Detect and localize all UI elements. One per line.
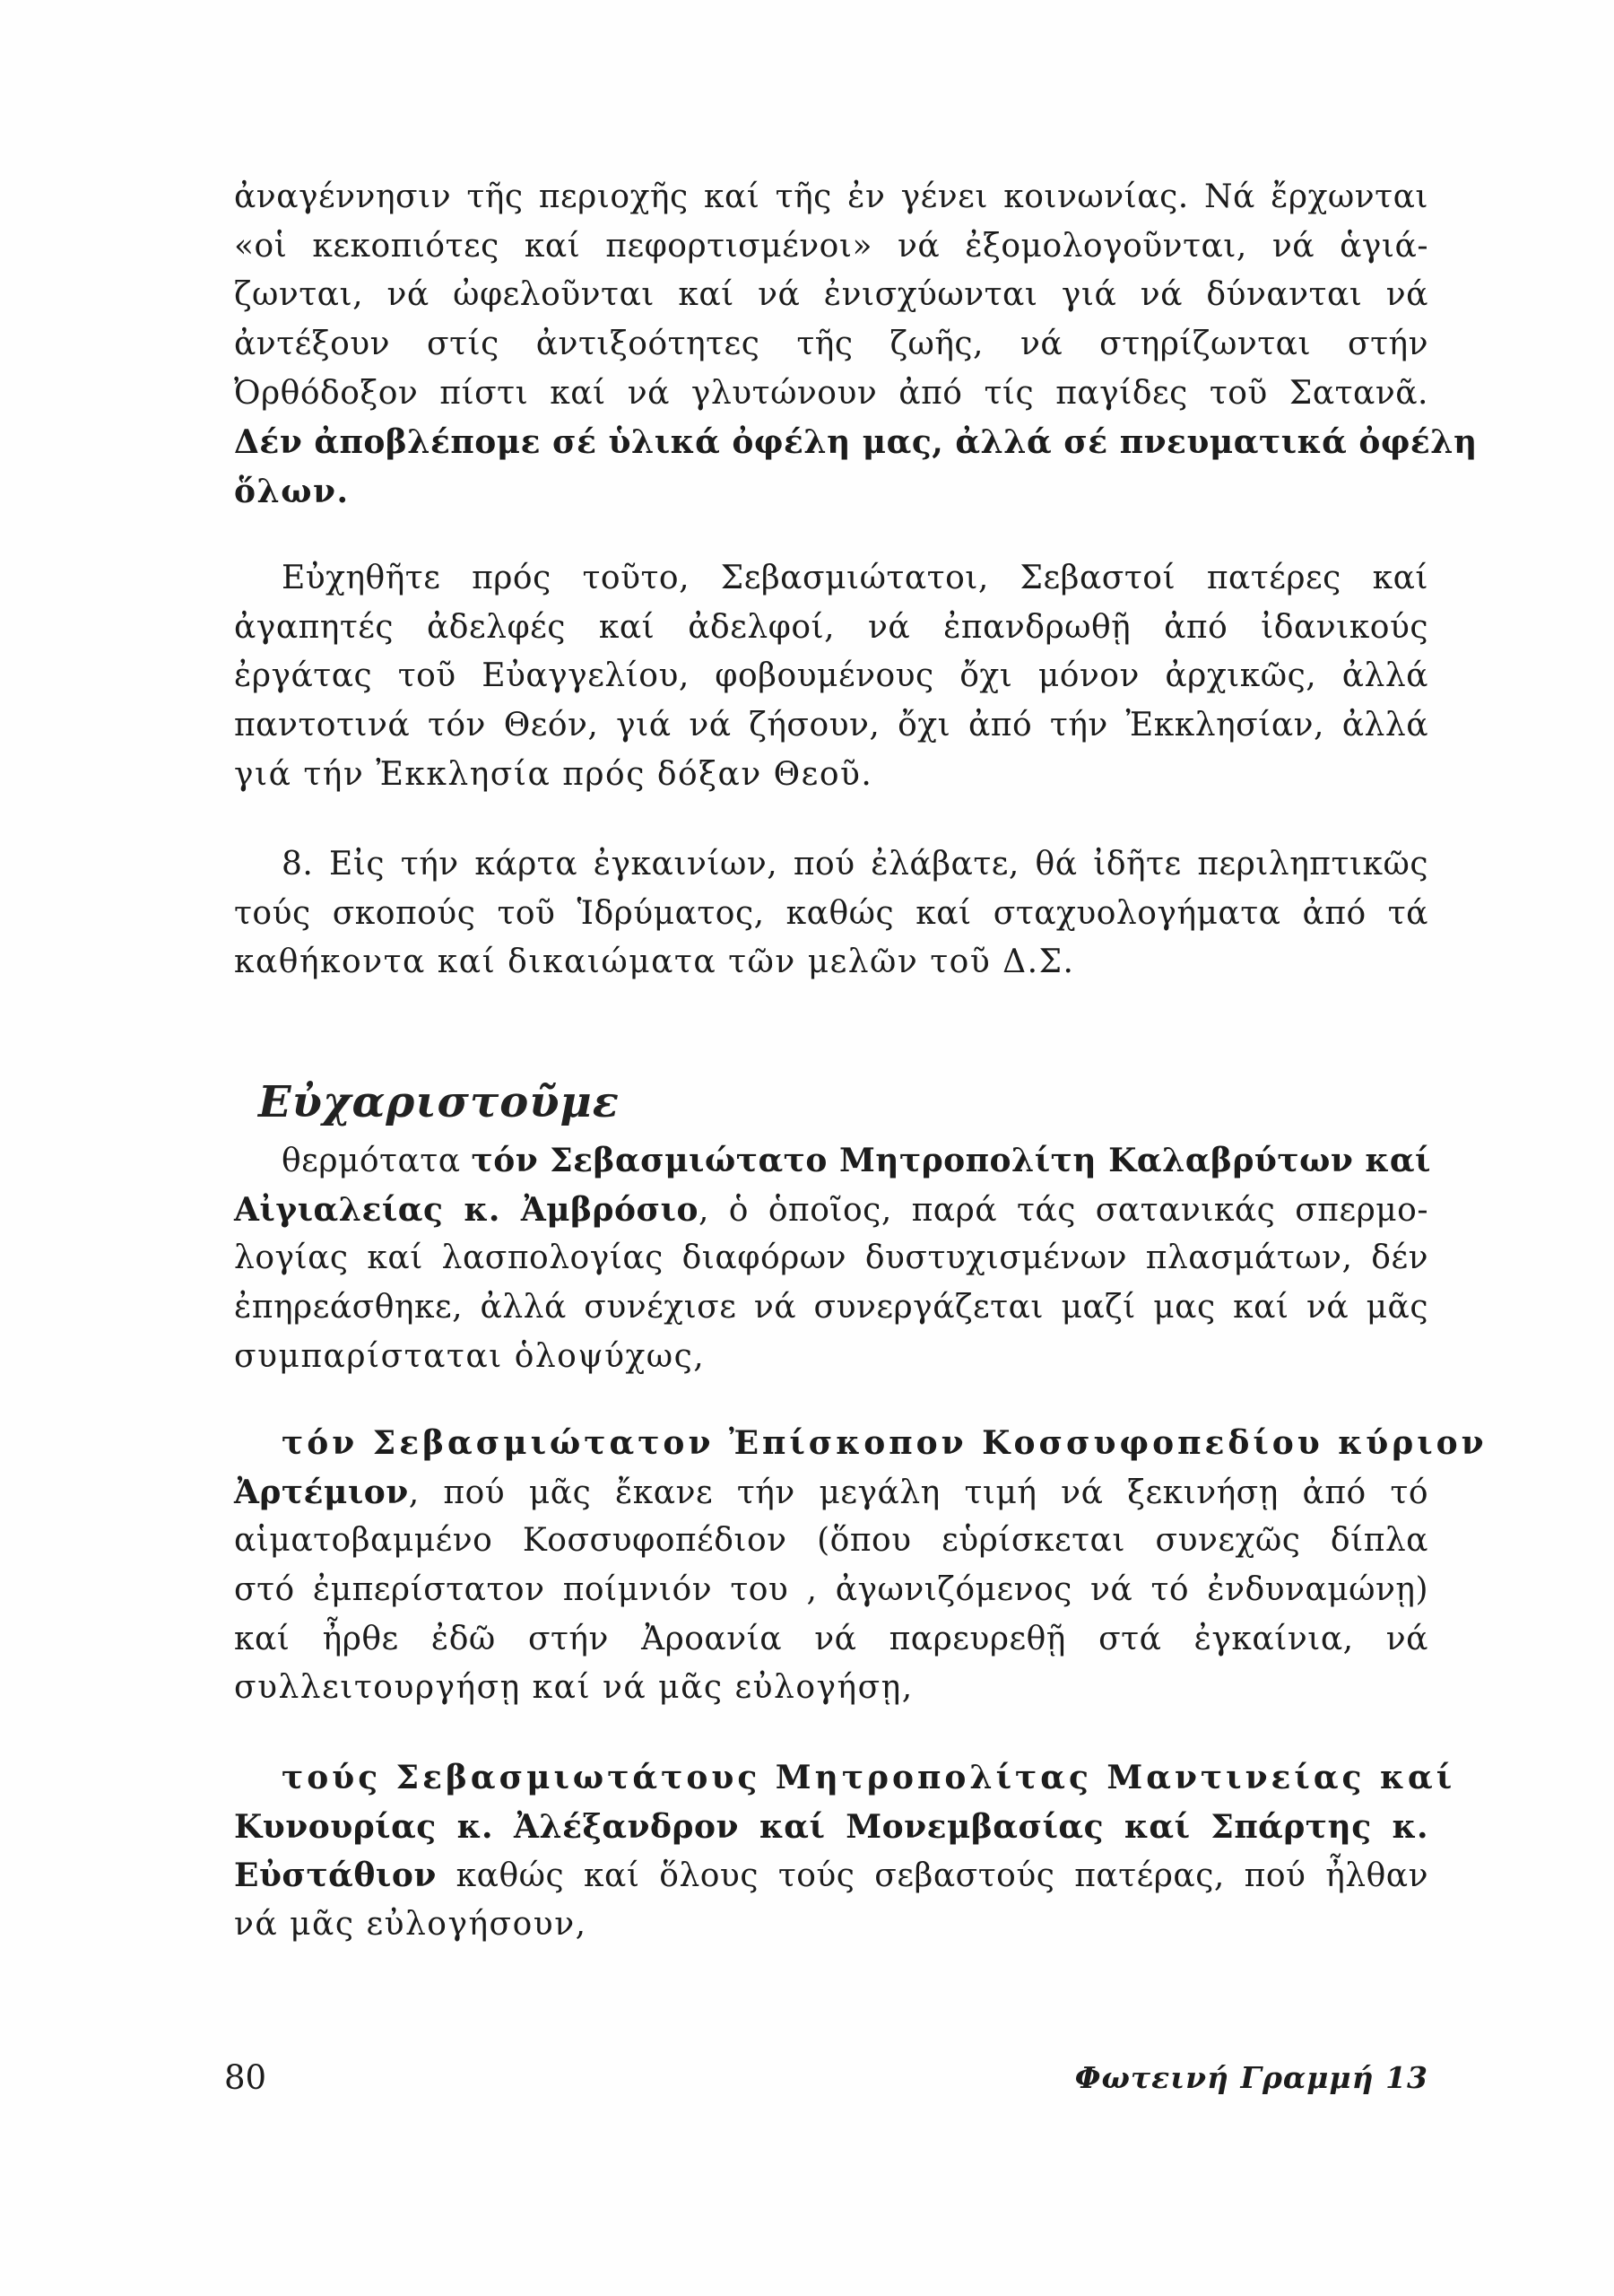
line-text: ἀγαπητές ἀδελφές καί ἀδελφοί, νά ἐπανδρωθῇ ἀπό ἰδανικούς bbox=[234, 608, 1428, 646]
bold-text: Δέν ἀποβλέπομε σέ ὑλικά ὀφέλη μας, ἀλλά σέ πνευματικά ὀφέλη bbox=[234, 423, 1478, 462]
line-text: γιά τήν Ἐκκλησία πρός δόξαν Θεοῦ. bbox=[234, 755, 873, 793]
paragraph-thanks-metropolitans bbox=[234, 1753, 1456, 1950]
text-line-bold bbox=[234, 1803, 1428, 1852]
bold-text: τούς Σεβασμιωτάτους Μητροπολίτας Μαντινείας καί bbox=[282, 1759, 1456, 1796]
text-line bbox=[234, 890, 1428, 939]
text-line bbox=[234, 1136, 1431, 1186]
paragraph-thanks-ambrosios bbox=[234, 1136, 1431, 1381]
publication-title: Φωτεινή Γραμμή 13 bbox=[1074, 2060, 1428, 2095]
text-line bbox=[234, 1333, 1428, 1382]
text-line bbox=[234, 1664, 1428, 1713]
paragraph-wishes bbox=[234, 554, 1428, 799]
text-line bbox=[234, 1468, 1428, 1518]
line-text: , ὁ ὁποῖος, παρά τάς σατανικάς σπερμο- bbox=[698, 1191, 1428, 1229]
line-text: «οἱ κεκοπιότες καί πεφορτισμένοι» νά ἐξομολογοῦνται, νά ἁγιά- bbox=[234, 227, 1428, 265]
line-text: λογίας καί λασπολογίας διαφόρων δυστυχισμένων πλασμάτων, δέν bbox=[234, 1239, 1428, 1277]
text-line bbox=[234, 1186, 1428, 1235]
line-text: Ὀρθόδοξον πίστι καί νά γλυτώνουν ἀπό τίς παγίδες τοῦ Σατανᾶ. bbox=[234, 374, 1428, 412]
line-text: 8. Εἰς τήν κάρτα ἐγκαινίων, πού ἐλάβατε, θά ἰδῆτε περιληπτικῶς bbox=[282, 846, 1428, 883]
bold-text: τόν Σεβασμιώτατο Μητροπολίτη Καλαβρύτων καί bbox=[471, 1142, 1431, 1179]
bold-text: Ἀρτέμιον bbox=[234, 1473, 409, 1511]
text-line bbox=[234, 1283, 1428, 1333]
text-line bbox=[234, 222, 1428, 272]
paragraph-thanks-artemios bbox=[234, 1419, 1488, 1713]
text-line bbox=[234, 604, 1428, 653]
text-line bbox=[234, 751, 1428, 800]
text-line bbox=[234, 1615, 1428, 1665]
text-line-bold bbox=[234, 1419, 1488, 1468]
line-text: ἀντέξουν στίς ἀντιξοότητες τῆς ζωῆς, νά στηρίζωνται στήν bbox=[234, 326, 1428, 363]
text-line bbox=[234, 840, 1428, 890]
text-line bbox=[234, 370, 1428, 419]
line-text: καί ἦρθε ἐδῶ στήν Ἀροανία νά παρευρεθῇ στά ἐγκαίνια, νά bbox=[234, 1620, 1428, 1657]
bold-text: ὅλων. bbox=[234, 473, 350, 511]
text-line bbox=[234, 554, 1428, 604]
bold-text: Αἰγιαλείας κ. Ἀμβρόσιο bbox=[234, 1190, 699, 1229]
text-line bbox=[234, 1851, 1428, 1900]
text-line bbox=[234, 701, 1428, 751]
page-number: 80 bbox=[224, 2058, 267, 2097]
bold-text: τόν Σεβασμιώτατον Ἐπίσκοπον Κοσσυφοπεδίου κύριον bbox=[282, 1424, 1488, 1462]
line-text: ἐπηρεάσθηκε, ἀλλά συνέχισε νά συνεργάζεται μαζί μας καί νά μᾶς bbox=[234, 1289, 1428, 1326]
line-text: νά μᾶς εὐλογήσουν, bbox=[234, 1906, 587, 1944]
text-line bbox=[234, 938, 1428, 987]
text-line bbox=[234, 320, 1428, 370]
text-line bbox=[234, 1566, 1428, 1615]
line-text: συλλειτουργήσῃ καί νά μᾶς εὐλογήσῃ, bbox=[234, 1669, 914, 1707]
paragraph-point-8 bbox=[234, 840, 1428, 987]
line-text: καθήκοντα καί δικαιώματα τῶν μελῶν τοῦ Δ.Σ. bbox=[234, 944, 1075, 981]
text-line bbox=[234, 271, 1428, 320]
line-text: αἱματοβαμμένο Κοσσυφοπέδιον (ὅπου εὑρίσκεται συνεχῶς δίπλα bbox=[234, 1522, 1428, 1560]
text-line bbox=[234, 1517, 1428, 1566]
paragraph-foundation-purpose bbox=[234, 173, 1478, 517]
bold-text: Εὐστάθιον bbox=[234, 1857, 437, 1895]
line-text: ἀναγέννησιν τῆς περιοχῆς καί τῆς ἐν γένει κοινωνίας. Νά ἔρχωνται bbox=[234, 178, 1428, 215]
line-text: , πού μᾶς ἔκανε τήν μεγάλη τιμή νά ξεκινήσῃ ἀπό τό bbox=[408, 1474, 1428, 1511]
text-line-bold bbox=[234, 467, 1428, 517]
line-text: ζωνται, νά ὠφελοῦνται καί νά ἐνισχύωνται γιά νά δύνανται νά bbox=[234, 276, 1428, 314]
line-text: συμπαρίσταται ὁλοψύχως, bbox=[234, 1337, 706, 1375]
line-text: καθώς καί ὅλους τούς σεβαστούς πατέρας, πού ἦλθαν bbox=[436, 1857, 1428, 1895]
text-line bbox=[234, 1234, 1428, 1283]
text-line bbox=[234, 1900, 1428, 1950]
line-text: Εὐχηθῆτε πρός τοῦτο, Σεβασμιώτατοι, Σεβαστοί πατέρες καί bbox=[282, 560, 1428, 596]
line-text: στό ἐμπερίστατον ποίμνιόν του , ἀγωνιζόμενος νά τό ἐνδυναμώνῃ) bbox=[234, 1571, 1428, 1609]
text-line-bold bbox=[234, 418, 1478, 467]
line-text: ἐργάτας τοῦ Εὐαγγελίου, φοβουμένους ὄχι μόνον ἀρχικῶς, ἀλλά bbox=[234, 657, 1428, 695]
section-heading: Εὐχαριστοῦμε bbox=[258, 1077, 620, 1127]
text-line bbox=[234, 173, 1428, 222]
line-text: τούς σκοπούς τοῦ Ἱδρύματος, καθώς καί σταχυολογήματα ἀπό τά bbox=[234, 894, 1428, 932]
line-text: θερμότατα bbox=[282, 1143, 472, 1179]
line-text: παντοτινά τόν Θεόν, γιά νά ζήσουν, ὄχι ἀπό τήν Ἐκκλησίαν, ἀλλά bbox=[234, 707, 1428, 744]
text-line-bold bbox=[234, 1753, 1456, 1803]
bold-text: Κυνουρίας κ. Ἀλέξανδρον καί Μονεμβασίας καί Σπάρτης κ. bbox=[234, 1807, 1428, 1846]
text-line bbox=[234, 652, 1428, 701]
